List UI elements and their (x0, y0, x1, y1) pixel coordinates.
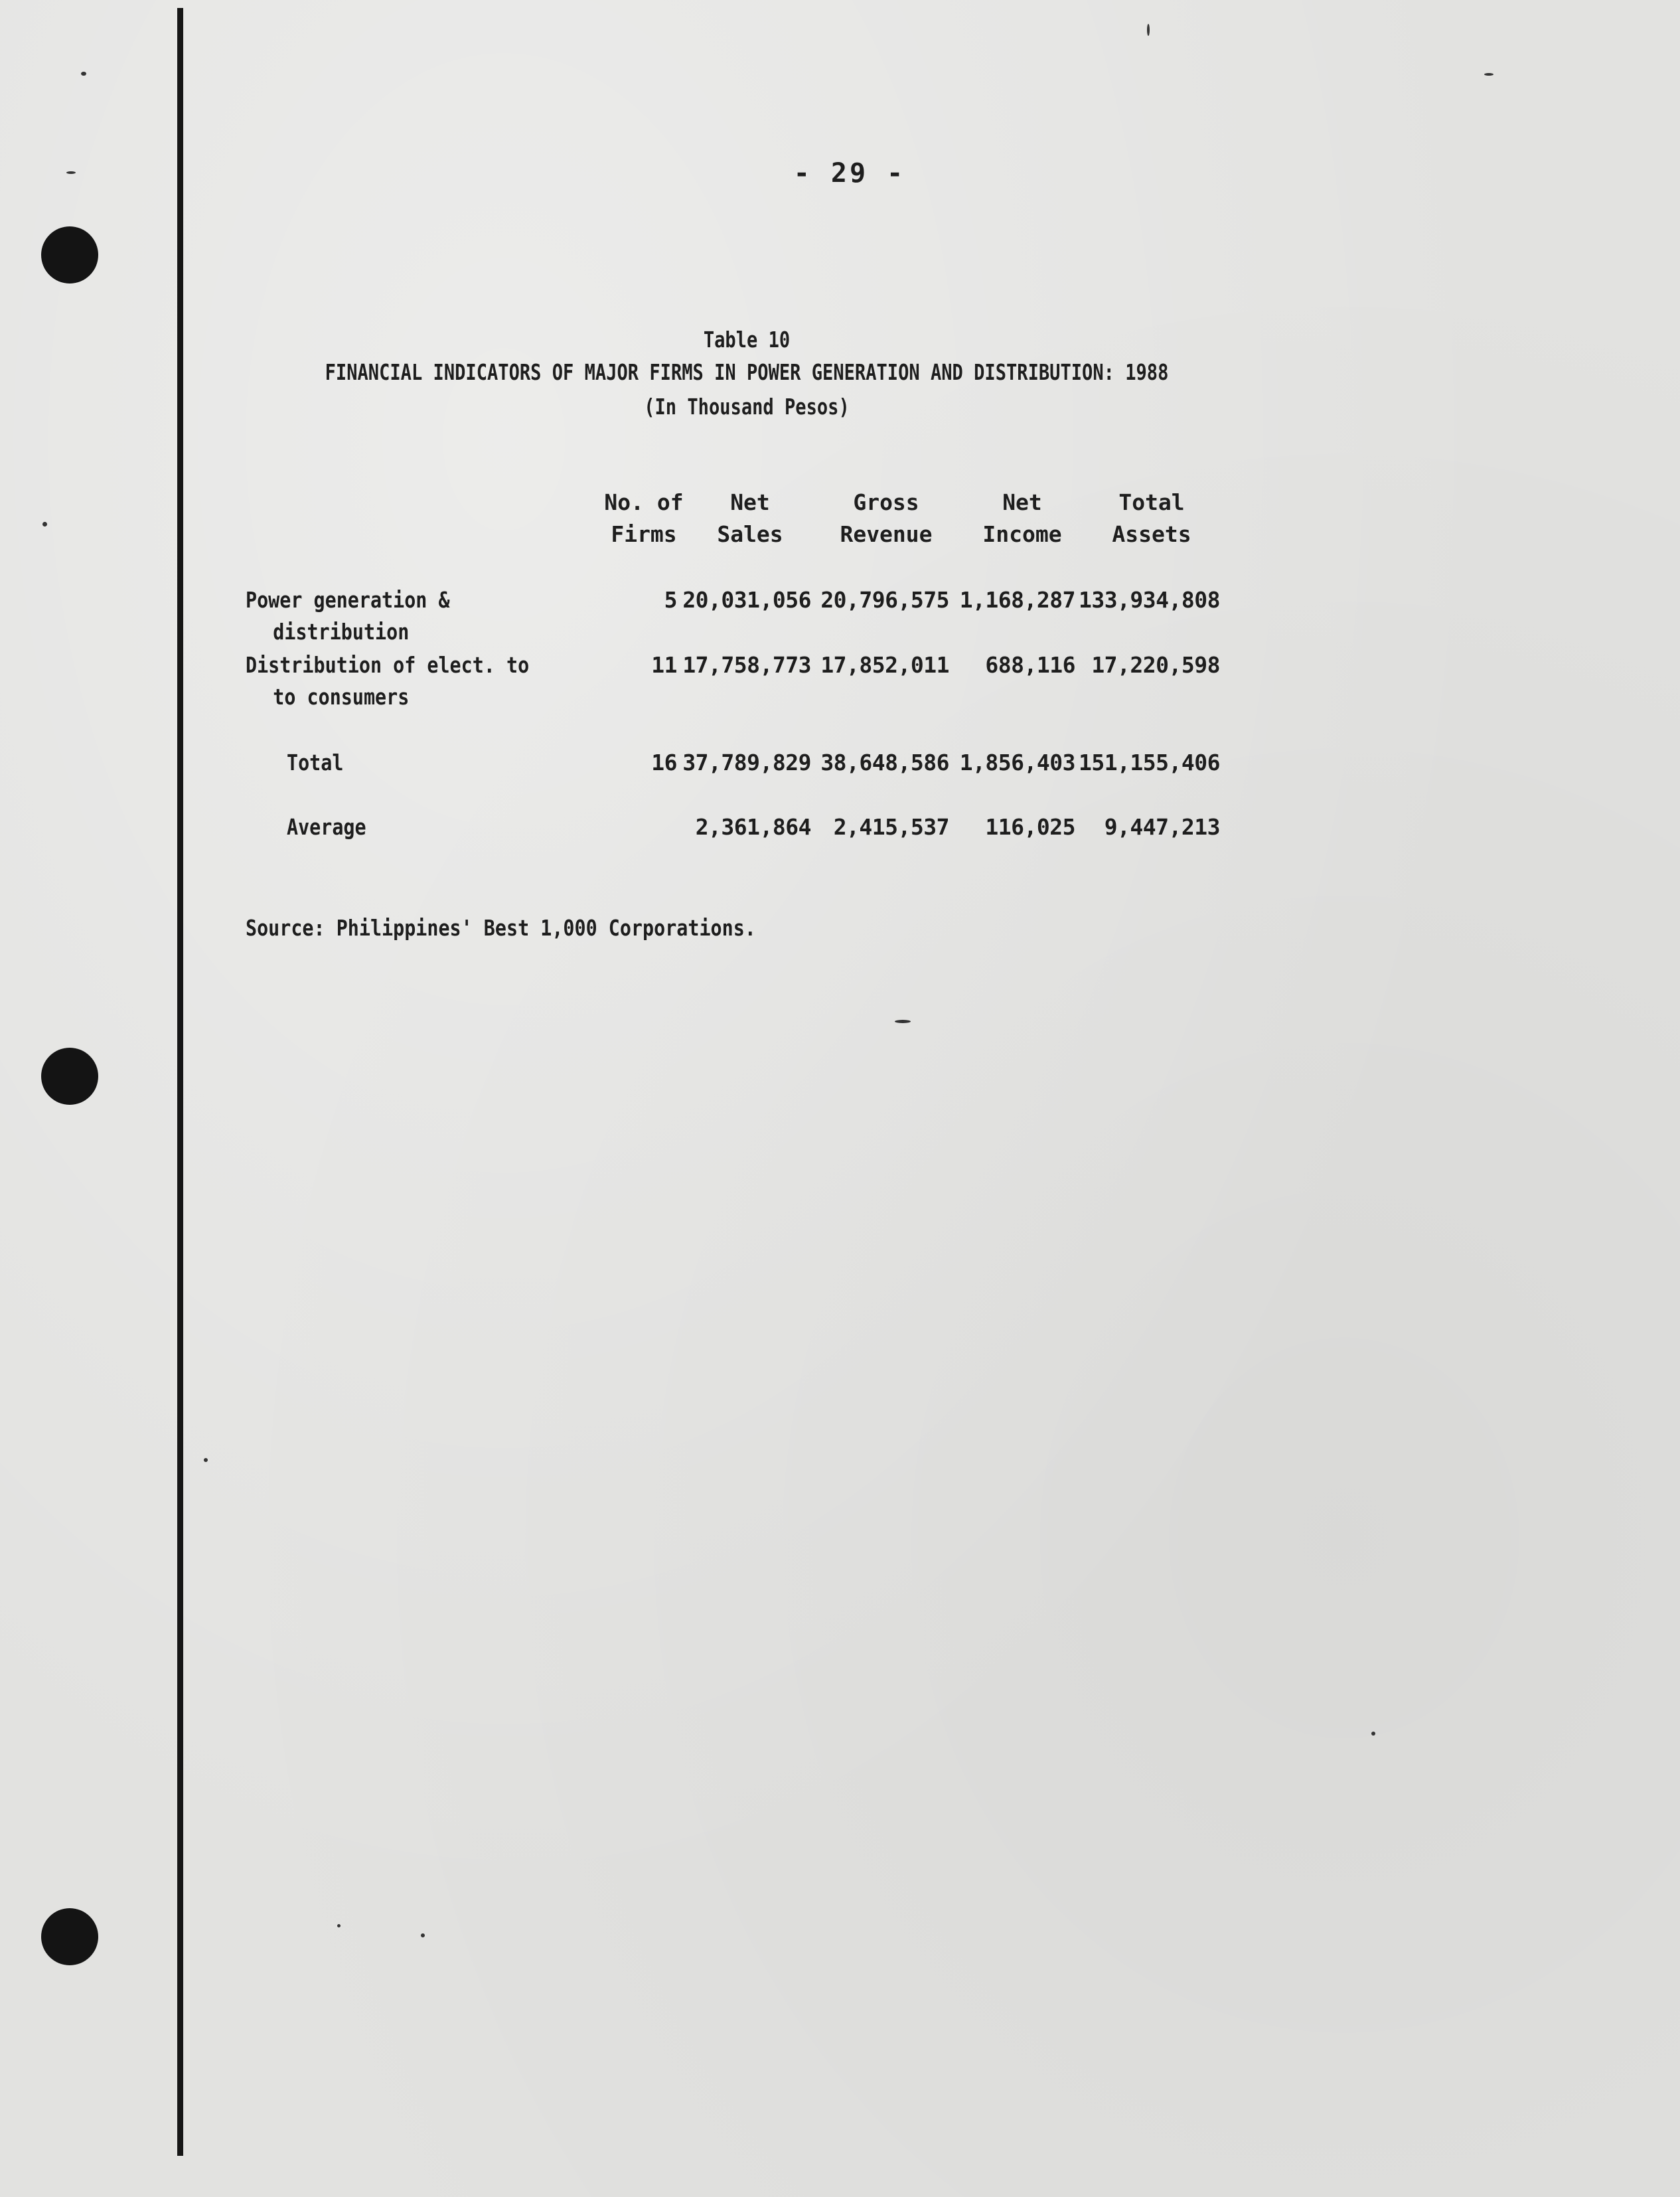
table-label: Table 10 (703, 327, 791, 353)
cell-net-sales: 37,789,829 (682, 750, 811, 775)
punch-hole (41, 226, 98, 284)
table-title: FINANCIAL INDICATORS OF MAJOR FIRMS IN POWER GENERATION AND DISTRIBUTION: 1988 (325, 359, 1169, 385)
cell-net-sales: 2,361,864 (695, 814, 811, 840)
cell-firms: 5 (664, 587, 677, 613)
column-header-line: Sales (717, 521, 783, 547)
cell-gross-revenue: 17,852,011 (820, 652, 949, 678)
scan-speck (337, 1924, 341, 1927)
row-label-average: Average (287, 814, 366, 840)
row-label-total: Total (287, 750, 344, 775)
column-header-line: Firms (611, 521, 677, 547)
column-header-line: Total (1118, 489, 1185, 515)
punch-hole (41, 1048, 98, 1105)
row-label-line: Power generation & (246, 587, 450, 613)
cell-net-income: 1,168,287 (959, 587, 1075, 613)
scan-speck (66, 171, 76, 174)
column-header-net-income (956, 487, 1089, 550)
scan-speck (42, 522, 47, 527)
row-label (246, 584, 450, 648)
row-label (246, 649, 529, 713)
column-header-line: Income (982, 521, 1062, 547)
cell-firms: 11 (651, 652, 677, 678)
cell-net-sales: 17,758,773 (682, 652, 811, 678)
scan-speck (1484, 73, 1493, 76)
cell-net-income: 688,116 (985, 652, 1075, 678)
scan-speck (895, 1020, 911, 1023)
cell-gross-revenue: 2,415,537 (833, 814, 949, 840)
punch-hole (41, 1908, 98, 1965)
source-note: Source: Philippines' Best 1,000 Corporations. (246, 915, 756, 941)
table-unit: (In Thousand Pesos) (644, 394, 850, 420)
scan-speck (1371, 1732, 1375, 1736)
cell-net-sales: 20,031,056 (682, 587, 811, 613)
column-header-line: Assets (1112, 521, 1191, 547)
column-header-line: Net (1002, 489, 1042, 515)
cell-net-income: 116,025 (985, 814, 1075, 840)
scan-speck (204, 1458, 208, 1462)
scan-speck (1147, 24, 1150, 36)
cell-firms: 16 (651, 750, 677, 775)
column-header-total-assets (1089, 487, 1215, 550)
cell-gross-revenue: 20,796,575 (820, 587, 949, 613)
column-header-line: No. of (604, 489, 684, 515)
cell-net-income: 1,856,403 (959, 750, 1075, 775)
column-header-line: Revenue (840, 521, 933, 547)
row-label-line: to consumers (273, 684, 410, 710)
scan-speck (81, 72, 86, 76)
column-header-net-sales (690, 487, 810, 550)
binder-line (177, 8, 183, 2156)
page-number: - 29 - (793, 158, 906, 189)
row-label-line: Distribution of elect. to (246, 652, 530, 678)
cell-total-assets: 9,447,213 (1104, 814, 1220, 840)
column-header-gross-revenue (813, 487, 959, 550)
scan-speck (421, 1933, 425, 1937)
cell-total-assets: 151,155,406 (1078, 750, 1220, 775)
row-label-line: distribution (273, 619, 410, 645)
cell-gross-revenue: 38,648,586 (820, 750, 949, 775)
column-header-line: Gross (853, 489, 919, 515)
cell-total-assets: 17,220,598 (1091, 652, 1220, 678)
cell-total-assets: 133,934,808 (1078, 587, 1220, 613)
column-header-line: Net (730, 489, 770, 515)
